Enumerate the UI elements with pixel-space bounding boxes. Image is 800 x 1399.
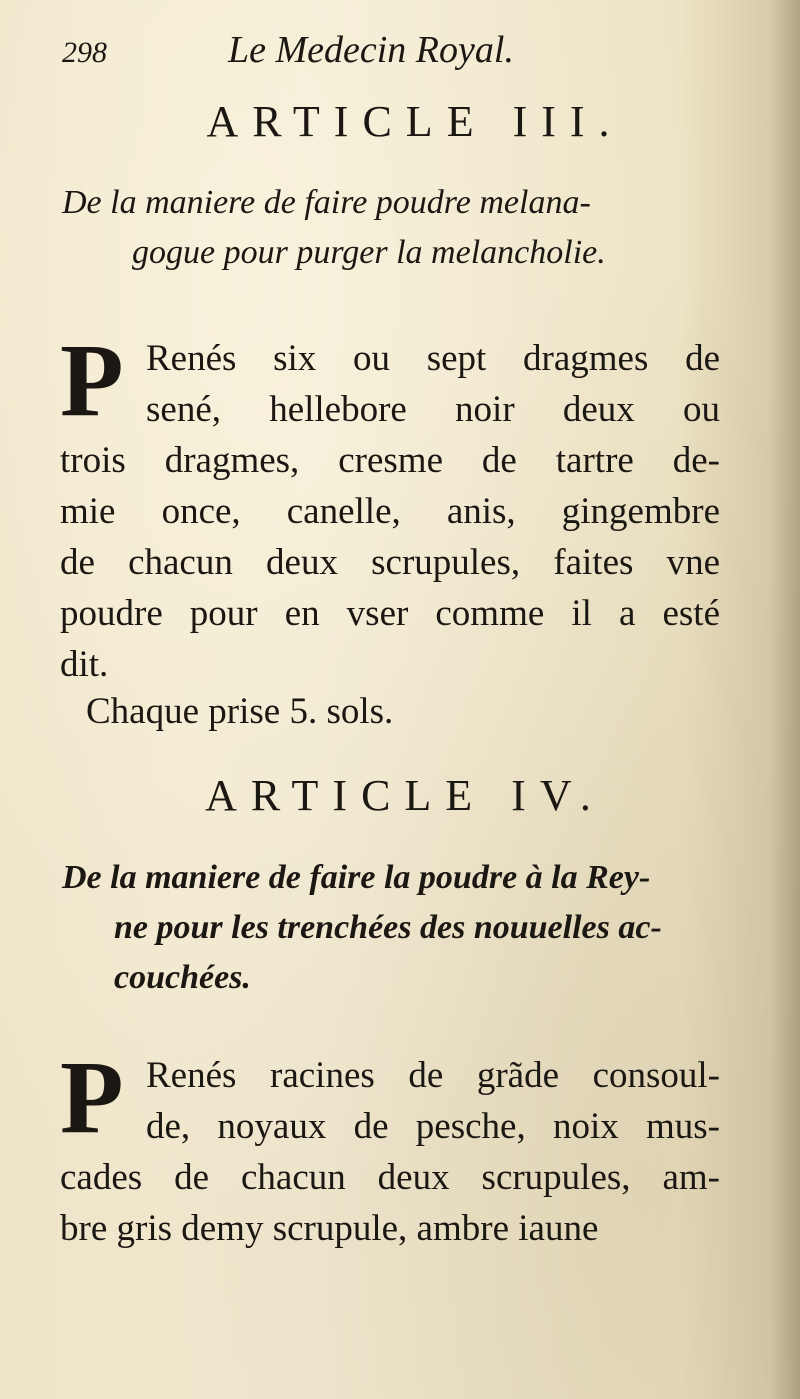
- article-4-line-2: de, noyaux de pesche, noix mus-: [146, 1106, 720, 1147]
- article-3-line-4: mie once, canelle, anis, gingembre: [60, 491, 720, 532]
- article-3-line-5: de chacun deux scrupules, faites vne: [60, 542, 720, 583]
- article-4-subtitle: [62, 853, 742, 1003]
- article-3-subtitle-line-1: De la maniere de faire poudre melana-: [62, 184, 591, 221]
- article-3-subtitle-line-2: gogue pour purger la melancholie.: [132, 234, 606, 271]
- article-4-paragraph: [60, 1040, 720, 1254]
- article-4-subtitle-line-2: ne pour les trenchées des nouuelles ac-: [114, 909, 662, 946]
- article-4-subtitle-line-1: De la maniere de faire la poudre à la Rey-: [62, 859, 651, 896]
- article-3-line-3: trois dragmes, cresme de tartre de-: [60, 440, 720, 481]
- article-4-line-1: Renés racines de grãde consoul-: [146, 1055, 720, 1096]
- page-edge-shadow: [770, 0, 800, 1399]
- article-3-paragraph: [60, 323, 720, 690]
- article-3-line-2: sené, hellebore noir deux ou: [146, 389, 720, 430]
- page-number: 298: [62, 36, 107, 69]
- article-3-price: Chaque prise 5. sols.: [86, 691, 394, 732]
- article-4-line-3: cades de chacun deux scrupules, am-: [60, 1157, 720, 1198]
- article-3-dropcap: P: [60, 323, 124, 438]
- article-4-heading: ARTICLE IV.: [205, 771, 605, 820]
- article-3-line-6: poudre pour en vser comme il a esté: [60, 593, 720, 634]
- article-4-dropcap: P: [60, 1040, 124, 1155]
- article-3-subtitle: [62, 178, 722, 278]
- article-4-subtitle-line-3: couchées.: [114, 959, 251, 996]
- article-3-line-7: dit.: [60, 644, 109, 685]
- article-3-heading: ARTICLE III.: [206, 97, 624, 146]
- running-title: Le Medecin Royal.: [228, 29, 514, 71]
- article-3-line-1: Renés six ou sept dragmes de: [146, 338, 720, 379]
- article-4-line-4: bre gris demy scrupule, ambre iaune: [60, 1208, 599, 1249]
- page-header: [62, 28, 762, 78]
